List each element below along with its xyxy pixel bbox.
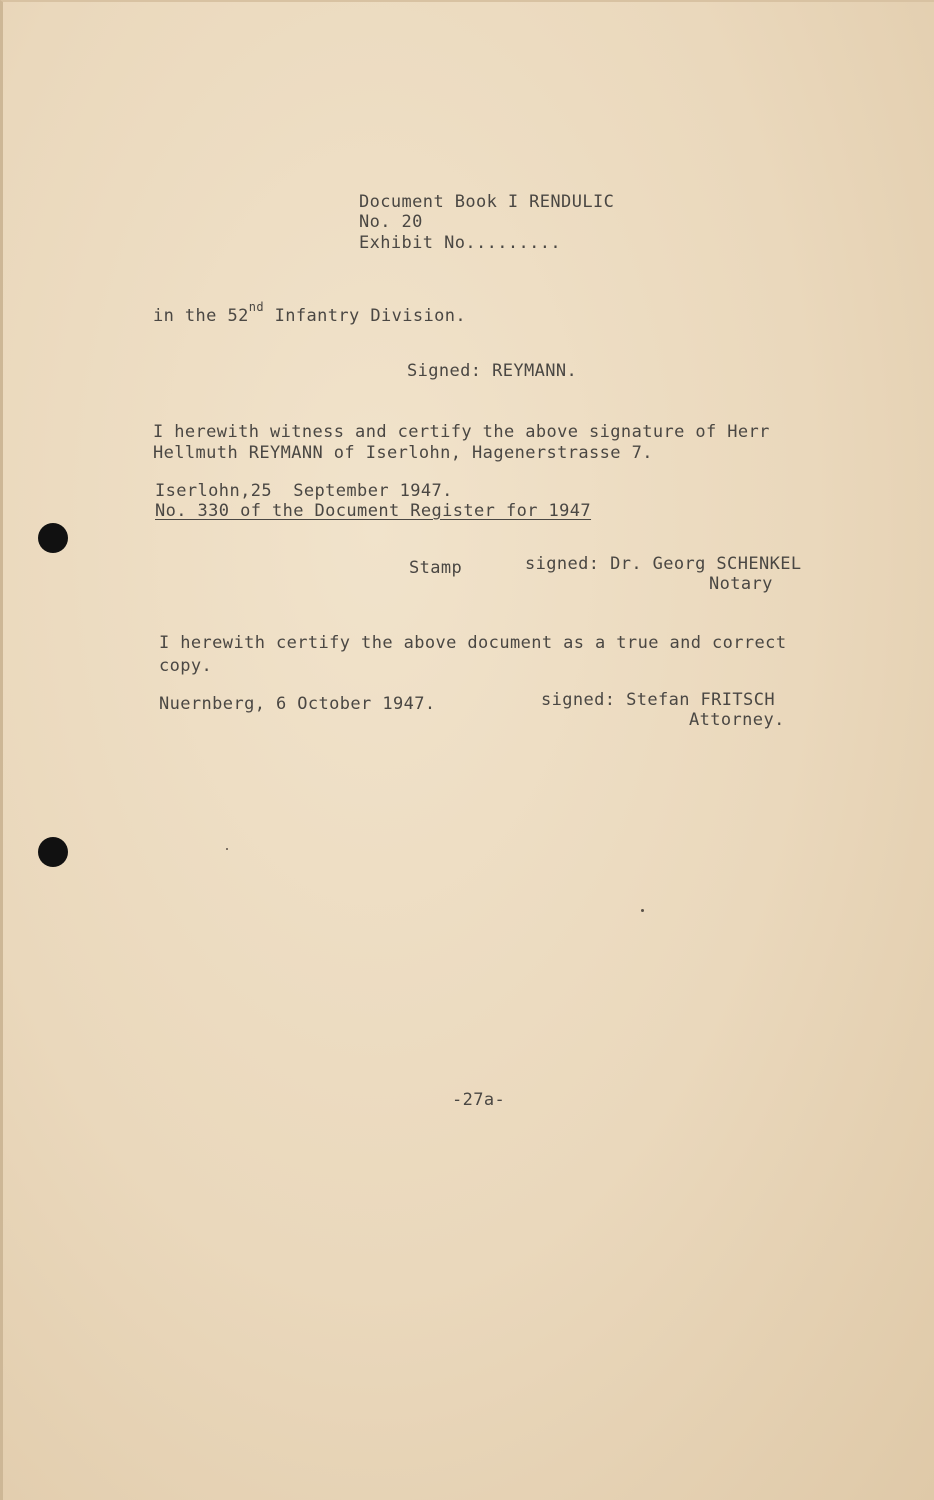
stamp-label: Stamp xyxy=(409,558,463,578)
witness-line-1: I herewith witness and certify the above signature of Herr xyxy=(153,422,770,442)
notary-title: Notary xyxy=(709,574,773,594)
paper-speck xyxy=(226,848,228,850)
place-date-line: Iserlohn,25 September 1947. xyxy=(155,481,453,501)
header-line-number: No. 20 xyxy=(359,212,423,232)
witness-line-2: Hellmuth REYMANN of Iserlohn, Hagenerstrasse 7. xyxy=(153,443,653,463)
header-line-book: Document Book I RENDULIC xyxy=(359,192,615,212)
paper-speck xyxy=(641,909,644,912)
punch-hole xyxy=(38,837,68,867)
notary-signed: signed: Dr. Georg SCHENKEL xyxy=(525,554,802,574)
certify-line-2: copy. xyxy=(159,656,213,676)
attorney-title: Attorney. xyxy=(689,710,785,730)
punch-hole xyxy=(38,523,68,553)
intro-line xyxy=(153,300,467,326)
attorney-place-date: Nuernberg, 6 October 1947. xyxy=(159,694,436,714)
intro-superscript: nd xyxy=(248,300,264,315)
header-line-exhibit: Exhibit No......... xyxy=(359,233,562,253)
page-number: -27a- xyxy=(452,1090,506,1110)
register-line: No. 330 of the Document Register for 1947 xyxy=(155,501,592,521)
intro-suffix: Infantry Division. xyxy=(263,306,467,326)
certify-line-1: I herewith certify the above document as a true and correct xyxy=(159,633,787,653)
signed-reymann: Signed: REYMANN. xyxy=(407,361,578,381)
intro-prefix: in the 52 xyxy=(153,306,249,326)
attorney-signed: signed: Stefan FRITSCH xyxy=(541,690,775,710)
